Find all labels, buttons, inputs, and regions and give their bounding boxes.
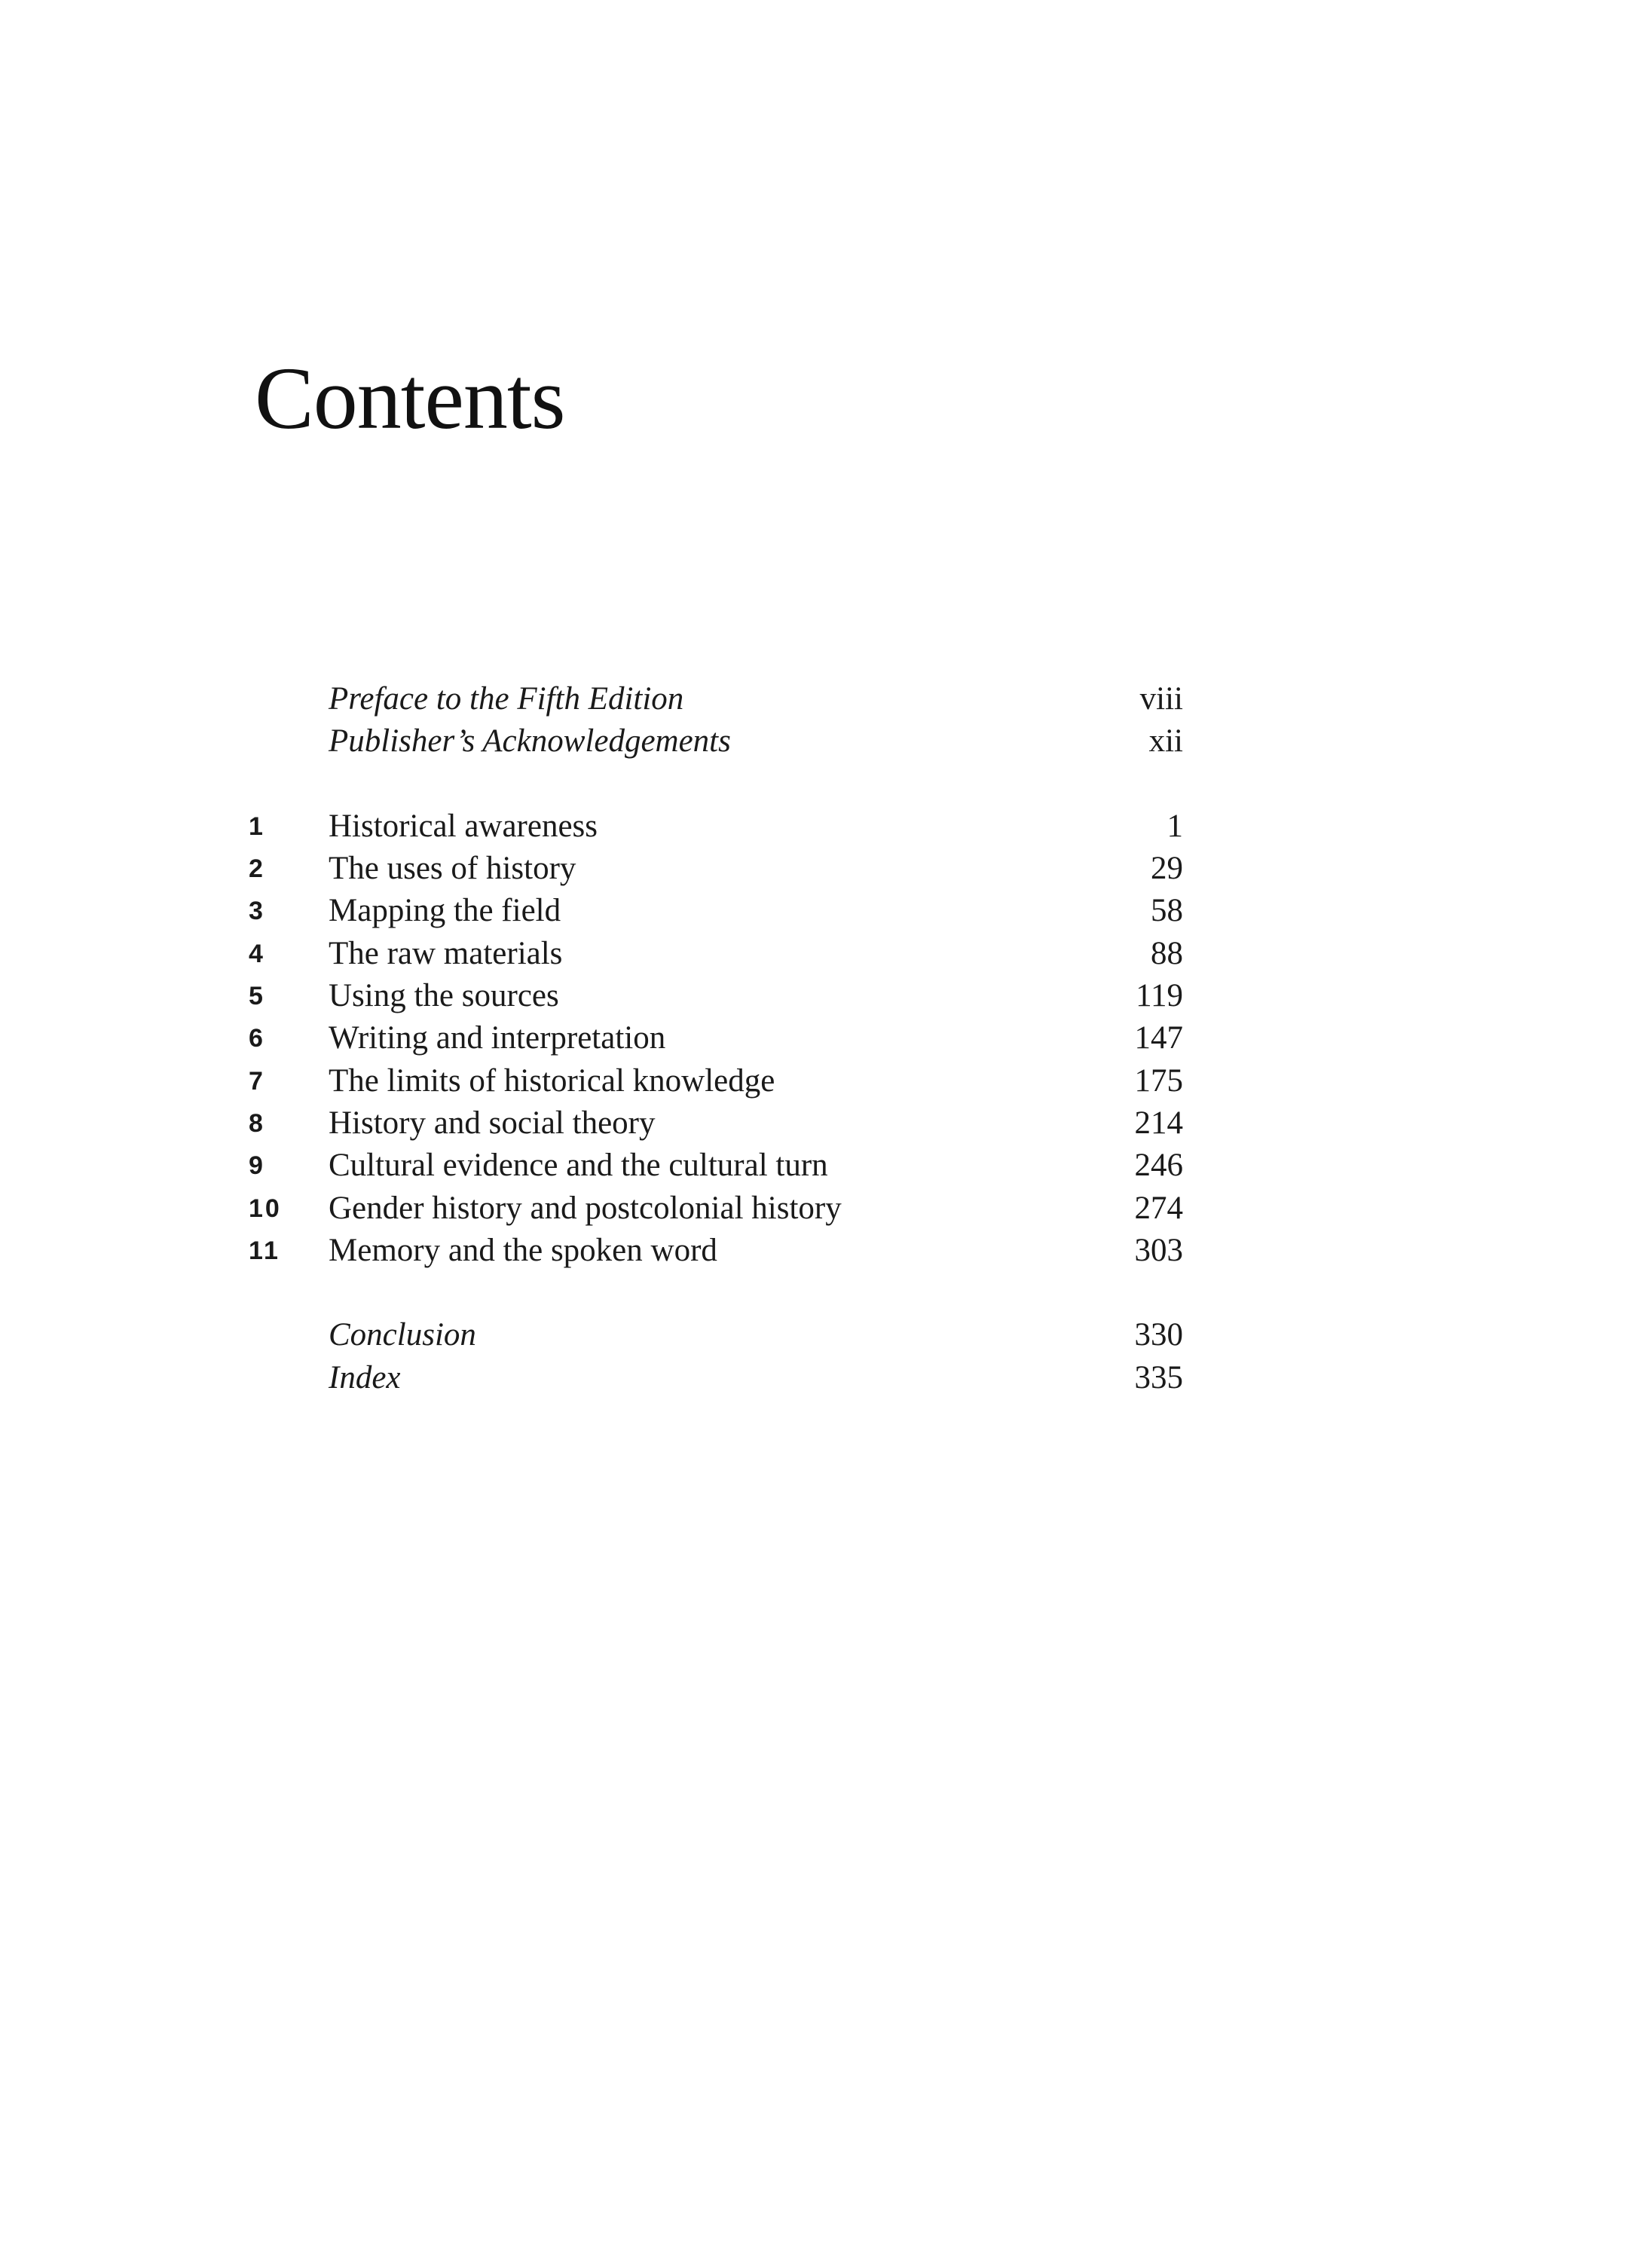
- chapter-number: 9: [249, 1151, 265, 1181]
- toc-entry-page: 335: [1134, 1359, 1183, 1395]
- chapter-title: Using the sources: [329, 978, 559, 1014]
- section-spacer: [249, 763, 1183, 805]
- chapter-page: 214: [1134, 1105, 1183, 1141]
- toc-entry-preface[interactable]: [249, 678, 1183, 720]
- chapter-number: 10: [249, 1194, 282, 1223]
- chapter-page: 88: [1151, 935, 1183, 971]
- chapter-title: History and social theory: [329, 1105, 656, 1141]
- toc-chapter-1[interactable]: [249, 805, 1183, 848]
- toc-entry-title: Publisher’s Acknowledgements: [329, 723, 731, 760]
- chapter-title: The limits of historical knowledge: [329, 1062, 775, 1099]
- table-of-contents: [249, 678, 1183, 1399]
- toc-chapter-2[interactable]: [249, 848, 1183, 890]
- chapter-title: The uses of history: [329, 851, 576, 887]
- chapter-title: Memory and the spoken word: [329, 1232, 717, 1268]
- chapter-title: Historical awareness: [329, 808, 598, 844]
- chapter-number: 8: [249, 1108, 265, 1138]
- chapter-title: Gender history and postcolonial history: [329, 1190, 842, 1226]
- chapter-number: 6: [249, 1024, 265, 1053]
- chapter-number: 1: [249, 812, 265, 841]
- chapter-number: 11: [249, 1236, 280, 1265]
- toc-entry-conclusion[interactable]: [249, 1314, 1183, 1356]
- chapter-title: The raw materials: [329, 935, 563, 971]
- toc-entry-title: Index: [329, 1359, 401, 1395]
- chapter-title: Mapping the field: [329, 893, 561, 929]
- chapter-number: 7: [249, 1066, 265, 1096]
- chapter-title: Writing and interpretation: [329, 1020, 666, 1056]
- toc-chapter-8[interactable]: [249, 1102, 1183, 1145]
- chapter-page: 147: [1134, 1020, 1183, 1056]
- chapter-number: 3: [249, 897, 265, 926]
- chapter-number: 4: [249, 939, 265, 968]
- chapter-page: 1: [1166, 808, 1183, 844]
- toc-entry-page: viii: [1139, 681, 1183, 717]
- chapter-page: 274: [1134, 1190, 1183, 1226]
- toc-chapter-4[interactable]: [249, 933, 1183, 975]
- section-spacer: [249, 1272, 1183, 1314]
- chapter-page: 29: [1151, 851, 1183, 887]
- toc-entry-title: Preface to the Fifth Edition: [329, 681, 684, 717]
- toc-chapter-10[interactable]: [249, 1187, 1183, 1230]
- chapter-number: 2: [249, 854, 265, 884]
- chapter-page: 58: [1151, 893, 1183, 929]
- toc-chapter-3[interactable]: [249, 890, 1183, 932]
- toc-chapter-9[interactable]: [249, 1145, 1183, 1187]
- toc-entry-index[interactable]: [249, 1357, 1183, 1399]
- chapter-title: Cultural evidence and the cultural turn: [329, 1148, 828, 1184]
- toc-entry-page: xii: [1148, 723, 1183, 760]
- page-title: Contents: [255, 349, 565, 448]
- chapter-number: 5: [249, 982, 265, 1011]
- toc-entry-acknowledgements[interactable]: [249, 720, 1183, 763]
- toc-entry-page: 330: [1134, 1317, 1183, 1353]
- chapter-page: 119: [1136, 978, 1183, 1014]
- toc-chapter-5[interactable]: [249, 975, 1183, 1017]
- toc-chapter-11[interactable]: [249, 1230, 1183, 1272]
- chapter-page: 303: [1134, 1232, 1183, 1268]
- toc-chapter-6[interactable]: [249, 1017, 1183, 1059]
- chapter-page: 246: [1134, 1148, 1183, 1184]
- toc-chapter-7[interactable]: [249, 1060, 1183, 1102]
- chapter-page: 175: [1134, 1062, 1183, 1099]
- toc-entry-title: Conclusion: [329, 1317, 476, 1353]
